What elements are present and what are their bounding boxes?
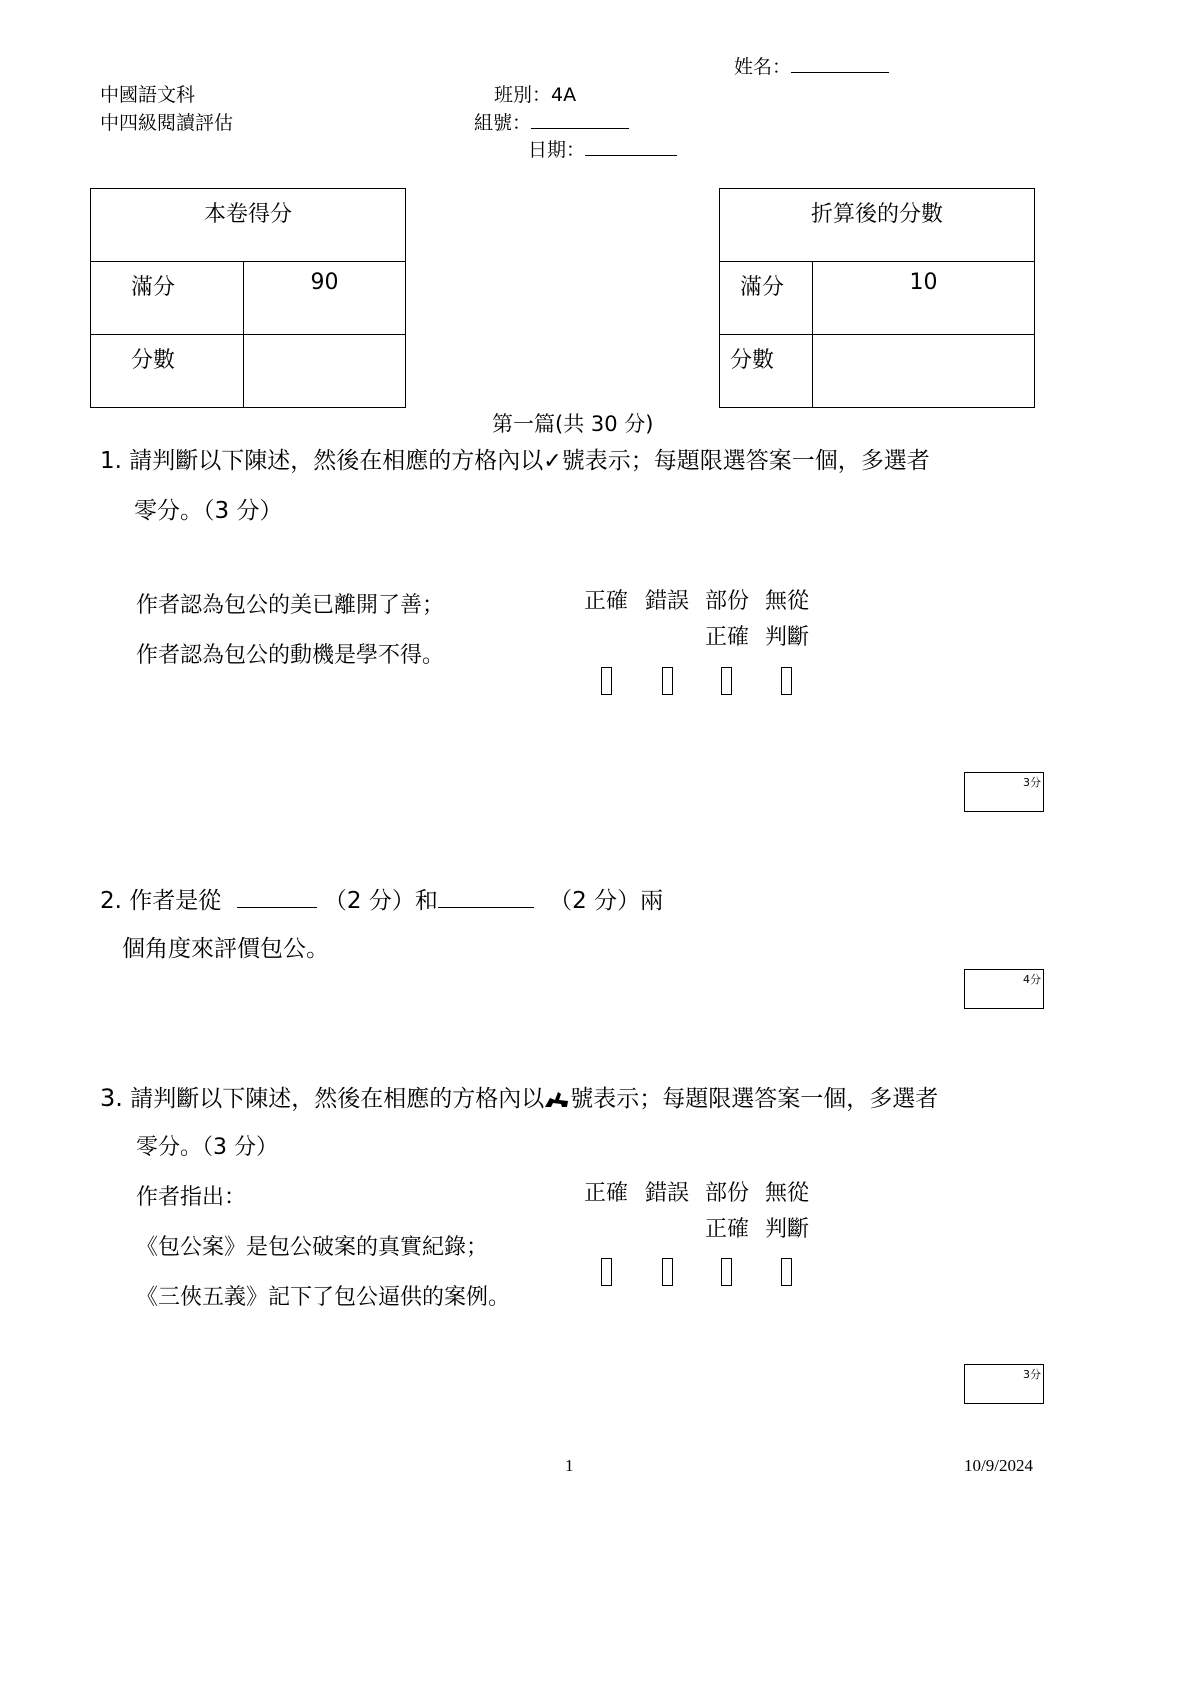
question-3-number: 3. [100, 1084, 123, 1112]
converted-full-mark-label: 滿分 [720, 262, 813, 335]
q3-checkbox-correct[interactable] [601, 1258, 612, 1286]
group-label: 組號： [474, 112, 532, 134]
question-2-number: 2. [100, 888, 122, 914]
q1-checkbox-partial[interactable] [721, 667, 732, 695]
q1-mark-box[interactable]: 3分 [964, 772, 1044, 812]
question-3-line2: 零分。（3 分） [136, 1135, 278, 1160]
question-2-text: 2. 作者是從 （2 分）和 （2 分）兩 [100, 888, 664, 914]
q1-checkbox-cannot-judge[interactable] [781, 667, 792, 695]
group-blank[interactable] [531, 128, 629, 129]
q3-checkbox-partial[interactable] [721, 1258, 732, 1286]
q1-option-correct: 正確 [584, 589, 629, 614]
footer-date: 10/9/2024 [964, 1456, 1033, 1475]
q1-statement-1: 作者認為包公的美已離開了善； [136, 593, 445, 618]
name-field [734, 52, 889, 79]
q3-option-cannot-judge: 無從 判斷 [765, 1181, 810, 1242]
q1-option-partial: 部份 正確 [705, 589, 750, 650]
check-icon: ✓ [543, 449, 562, 474]
q2-blank-1[interactable] [237, 907, 317, 908]
assessment-label: 中四級閱讀評估 [100, 112, 234, 134]
q2-mark-box[interactable]: 4分 [964, 969, 1044, 1009]
full-mark-label: 滿分 [91, 262, 244, 335]
date-blank[interactable] [585, 155, 677, 156]
q3-intro: 作者指出： [136, 1185, 247, 1210]
question-1-line2: 零分。（3 分） [134, 498, 283, 524]
q3-mark-box[interactable]: 3分 [964, 1364, 1044, 1404]
subject-label: 中國語文科 [100, 84, 196, 106]
date-label: 日期： [528, 139, 586, 161]
question-3-text: 3. 請判斷以下陳述，然後在相應的方格內以 號表示；每題限選答案一個，多選者 [100, 1084, 939, 1112]
q3-statement-2: 《三俠五義》記下了包公逼供的案例。 [136, 1285, 511, 1310]
q3-checkbox-wrong[interactable] [662, 1258, 673, 1286]
paper-score-title: 本卷得分 [91, 189, 406, 262]
q2-blank-2[interactable] [438, 907, 534, 908]
q3-statement-1: 《包公案》是包公破案的真實紀錄； [136, 1235, 489, 1260]
q1-option-cannot-judge: 無從 判斷 [765, 589, 810, 650]
converted-score-value-cell[interactable] [813, 335, 1035, 408]
section-title: 第一篇(共 30 分) [492, 412, 654, 436]
q1-statement-2: 作者認為包公的動機是學不得。 [136, 643, 445, 668]
q1-checkbox-correct[interactable] [601, 667, 612, 695]
question-2-line2: 個角度來評價包公。 [122, 936, 329, 962]
question-1-text: 1. 請判斷以下陳述，然後在相應的方格內以✓號表示；每題限選答案一個，多選者 [100, 448, 930, 474]
q3-option-correct: 正確 [584, 1181, 629, 1206]
group-field [474, 108, 629, 135]
converted-score-table [719, 188, 1035, 408]
score-label: 分數 [91, 335, 244, 408]
q3-option-wrong: 錯誤 [645, 1181, 690, 1206]
score-value-cell[interactable] [244, 335, 406, 408]
q1-option-wrong: 錯誤 [645, 589, 690, 614]
page-number: 1 [565, 1456, 574, 1475]
q1-checkbox-wrong[interactable] [662, 667, 673, 695]
name-label: 姓名： [734, 56, 792, 78]
q3-checkbox-cannot-judge[interactable] [781, 1258, 792, 1286]
class-label: 班別：4A [494, 84, 577, 106]
q3-option-partial: 部份 正確 [705, 1181, 750, 1242]
full-mark-value: 90 [244, 262, 406, 335]
question-1-number: 1. [100, 448, 122, 474]
name-blank[interactable] [791, 72, 889, 73]
converted-score-label: 分數 [720, 335, 813, 408]
hand-icon [544, 1089, 570, 1109]
converted-score-title: 折算後的分數 [720, 189, 1035, 262]
paper-score-table [90, 188, 406, 408]
date-field [528, 135, 677, 162]
converted-full-mark-value: 10 [813, 262, 1035, 335]
